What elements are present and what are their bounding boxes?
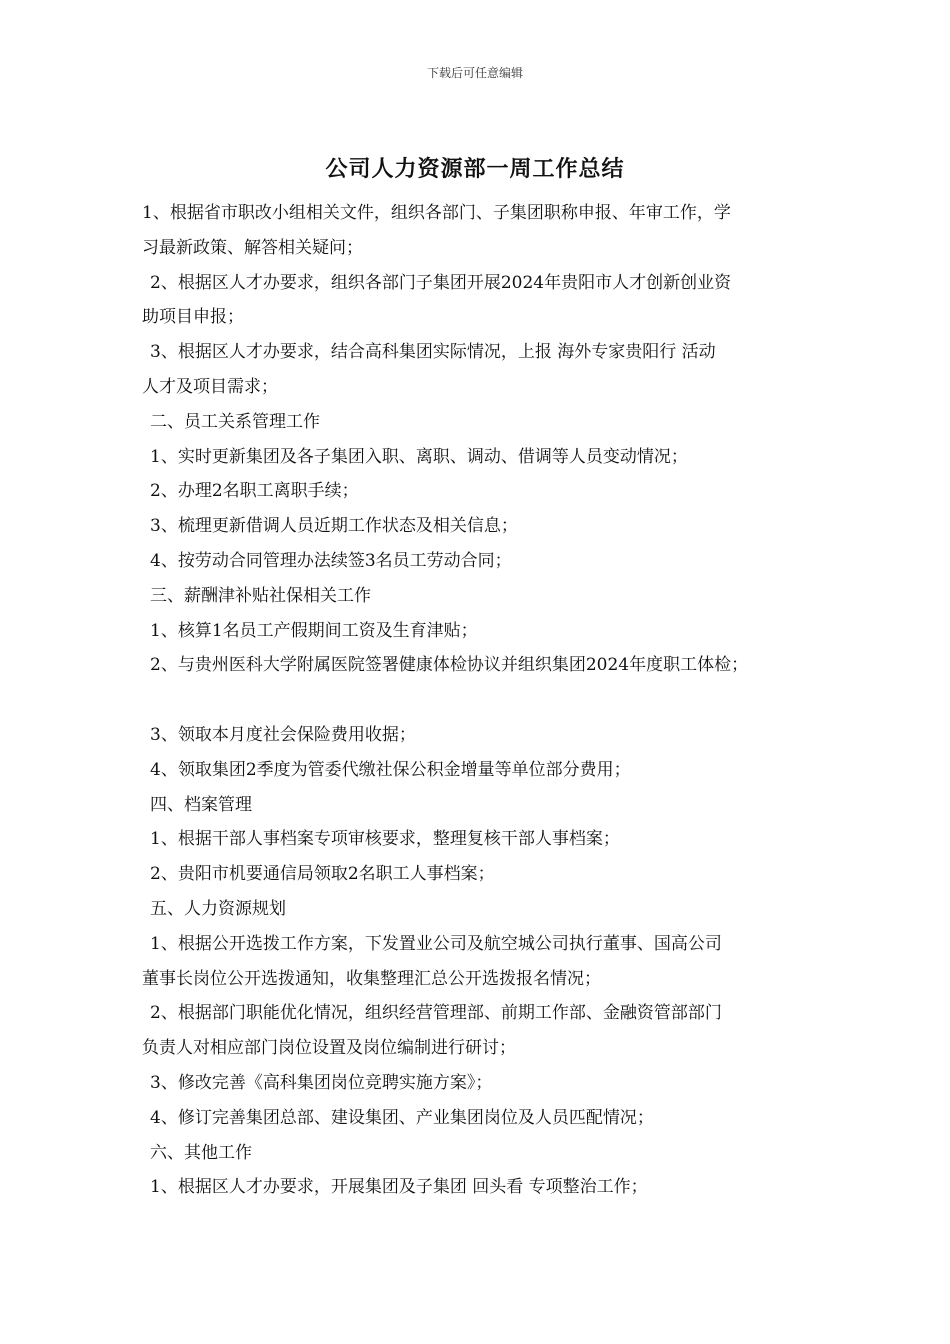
paragraph-line: 1、根据干部人事档案专项审核要求，整理复核干部人事档案； [150, 829, 620, 850]
paragraph-line: 负责人对相应部门岗位设置及岗位编制进行研讨； [142, 1038, 516, 1059]
paragraph-line: 3、根据区人才办要求，结合高科集团实际情况，上报 海外专家贵阳行 活动 [150, 342, 716, 363]
paragraph-line: 3、修改完善《高科集团岗位竞聘实施方案》； [150, 1072, 493, 1093]
paragraph-line: 2、根据区人才办要求，组织各部门子集团开展2024年贵阳市人才创新创业资 [150, 272, 732, 293]
paragraph-line: 3、梳理更新借调人员近期工作状态及相关信息； [150, 516, 518, 537]
section-heading: 五、人力资源规划 [150, 898, 286, 919]
paragraph-line: 助项目申报； [142, 307, 244, 328]
paragraph-line: 2、根据部门职能优化情况，组织经营管理部、前期工作部、金融资管部部门 [150, 1003, 722, 1024]
paragraph-line: 4、按劳动合同管理办法续签3名员工劳动合同； [150, 550, 512, 571]
document-title: 公司人力资源部一周工作总结 [325, 156, 625, 182]
paragraph-line: 4、修订完善集团总部、建设集团、产业集团岗位及人员匹配情况； [150, 1107, 654, 1128]
section-heading: 三、薪酬津补贴社保相关工作 [150, 585, 371, 606]
paragraph-line: 1、根据公开选拨工作方案，下发置业公司及航空城公司执行董事、国高公司 [150, 933, 722, 954]
paragraph-line: 董事长岗位公开选拨通知，收集整理汇总公开选拨报名情况； [142, 968, 601, 989]
paragraph-line: 4、领取集团2季度为管委代缴社保公积金增量等单位部分费用； [150, 759, 631, 780]
blank-line [142, 683, 822, 718]
document-body [142, 196, 822, 1205]
section-heading: 六、其他工作 [150, 1142, 252, 1163]
paragraph-line: 1、根据区人才办要求，开展集团及子集团 回头看 专项整治工作； [150, 1177, 648, 1198]
paragraph-line: 2、办理2名职工离职手续； [150, 481, 359, 502]
paragraph-line: 2、与贵州医科大学附属医院签署健康体检协议并组织集团2024年度职工体检； [150, 655, 749, 676]
paragraph-line: 1、核算1名员工产假期间工资及生育津贴； [150, 620, 478, 641]
header-note: 下载后可任意编辑 [426, 66, 523, 80]
section-heading: 二、员工关系管理工作 [150, 411, 320, 432]
paragraph-line: 1、实时更新集团及各子集团入职、离职、调动、借调等人员变动情况； [150, 446, 688, 467]
paragraph-line: 2、贵阳市机要通信局领取2名职工人事档案； [150, 864, 495, 885]
paragraph-line: 3、领取本月度社会保险费用收据； [150, 724, 416, 745]
section-heading: 四、档案管理 [150, 794, 252, 815]
paragraph-line: 1、根据省市职改小组相关文件，组织各部门、子集团职称申报、年审工作，学 [142, 203, 731, 223]
paragraph-line: 习最新政策、解答相关疑问； [142, 237, 363, 258]
paragraph-line: 人才及项目需求； [142, 376, 278, 397]
